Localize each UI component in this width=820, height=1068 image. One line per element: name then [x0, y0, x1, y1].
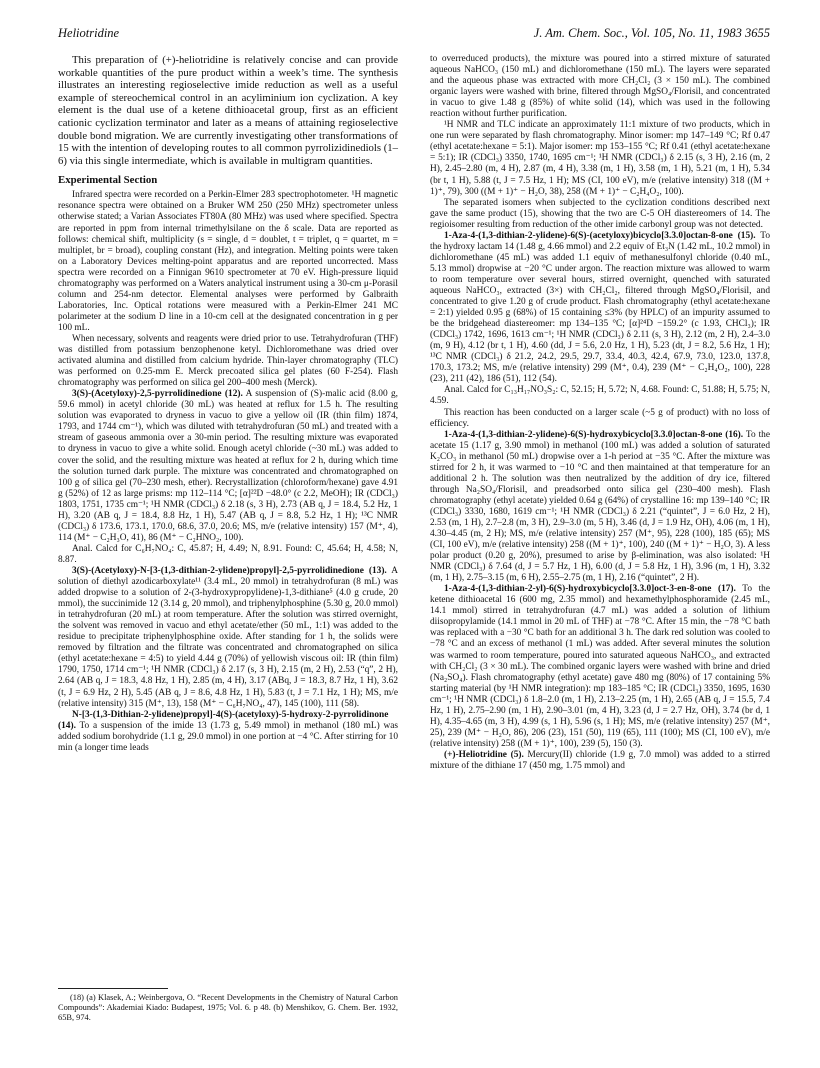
procedure-5 [430, 750, 770, 772]
procedure-13 [58, 566, 398, 710]
analysis-12: Anal. Calcd for C₆H₇NO₄: C, 45.87; H, 4.49; N, 8.91. Found: C, 45.64; H, 4.58; N, 8.87. [58, 543, 398, 565]
diastereomer-paragraph: The separated isomers when subjected to the cyclization conditions described next gave the same product (15), showing that the two are C-5 OH diastereomers of 14. The regioisomer resulting from reduction of the other imide carbonyl group was not detected. [430, 197, 770, 230]
procedure-13-text: A solution of diethyl azodicarboxylate¹¹ (3.4 mL, 20 mmol) in tetrahydrofuran (8 mL) was added dropwise to a solution of 2-(3-hydroxypropylidene)-1,3-dithiane⁵ (4.0 g crude, 20 mmol), the succinimide 12 (3.14 g, 20 mmol), and triphenylphosphine (5.30 g, 20.0 mmol) in tetrahydrofuran (20 mL) at room temperature. After the solution was stirred overnight, the solvent was removed in vacuo and ethyl acetate/ether (50 mL, 1:1) was added to the residue to precipitate triphenylphosphine oxide. After standing for 1 h, the solids were removed by filtration and the filtrate was concentrated and chromatographed on silica (ethyl acetate:hexane = 4:5) to yield 4.44 g (70%) of yellowish viscous oil: IR (thin film) 1790, 1750, 1714 cm⁻¹; ¹H NMR (CDCl₃) δ 2.17 (s, 3 H), 2.15 (m, 2 H), 2.53 (“q”, 2 H), 2.64 (AB q, J = 18.3, 4.8 Hz, 1 H), 2.85 (m, 4 H), 3.17 (ABq, J = 18.3, 8.7 Hz, 1 H), 3.62 (t, J = 6.9 Hz, 2 H), 5.45 (AB q, J = 8.6, 4.8 Hz, 1 H), 5.83 (t, J = 7.1 Hz, 1 H); MS, m/e (relative intensity) 315 (M⁺, 13), 158 (M⁺ − C₆H₇NO₄, 47), 145 (100), 111 (58). [58, 565, 398, 709]
section-title: Experimental Section [58, 174, 158, 187]
intro-paragraph: This preparation of (+)-heliotridine is relatively concise and can provide workable quantities of the pure product within a week’s time. The synthesis illustrates an interesting regioselective imide reduction as well as a useful example of stereochemical control in an acyliminium ion cyclization. A key element is the dual use of a ketene dithioacetal group, first as an efficient cationic cyclization terminator and later as a means of attaining regioselective double bond migration. We are currently investigating other transformations of 15 with the intention of developing routes to all common pyrrolizidinediols (1–6) via this single intermediate, which is available in multigram quantities. [58, 54, 398, 167]
scale-note-15: This reaction has been conducted on a larger scale (~5 g of product) with no loss of efficiency. [430, 407, 770, 429]
procedure-12-text: A suspension of (S)-malic acid (8.00 g, 59.6 mmol) in acetyl chloride (30 mL) was heated at reflux for 1.5 h. The resulting solution was evaporated to dryness in vacuo to give a yellow oil (IR (thin film) 1874, 1793, and 1744 cm⁻¹), which was diluted with tetrahydrofuran (50 mL) and treated with a stream of gaseous ammonia over a 30-min period. The resulting mixture was evaporated to dryness in vacuo to give a white solid. Enough acetyl chloride (~30 mL) was added to cover the solid, and the resulting mixture was heated at reflux for 2 h, during which time the solution turned dark purple. The mixture was concentrated and chromatographed on 100 g of silica gel (70–230 mesh, ether). Recrystallization (chloroform/hexane) gave 4.91 g (52%) of 12 as large prisms: mp 112–114 °C; [α]²²D −48.0° (c 2.2, MeOH); IR (CDCl₃) 1803, 1751, 1735 cm⁻¹; ¹H NMR (CDCl₃) δ 2.18 (s, 3 H), 2.73 (AB q, J = 18.4, 5.2 Hz, 1 H), 3.20 (AB q, J = 18.4, 8.8 Hz, 1 H), 5.47 (AB q, J = 8.8, 5.2 Hz, 1 H); ¹³C NMR (CDCl₃) δ 173.6, 173.1, 170.0, 68.6, 37.0, 20.6; MS, m/e (relative intensity) 157 (M⁺, 4), 114 (M⁺ − C₂H₃O, 41), 86 (M⁺ − C₂HNO₂, 100). [58, 389, 398, 543]
compound-17-heading: 1-Aza-4-(1,3-dithian-2-yl)-6(S)-hydroxybicyclo[3.3.0]oct-3-en-8-one (17). [444, 584, 736, 595]
compound-15-heading: 1-Aza-4-(1,3-dithian-2-ylidene)-6(S)-(acetyloxy)bicyclo[3.3.0]octan-8-one (15). [444, 230, 756, 241]
procedure-17 [430, 584, 770, 750]
procedure-15-text: To the hydroxy lactam 14 (1.48 g, 4.66 mmol) and 2.2 equiv of Et₃N (1.42 mL, 10.2 mmol) in dichloromethane (45 mL) was added 1.1 equiv of methanesulfonyl chloride (0.40 mL, 5.13 mmol) dropwise at −20 °C under argon. The reaction mixture was allowed to warm to room temperature over several hours, stirred overnight, quenched with saturated aqueous NaHCO₃, extracted (3×) with CH₂Cl₂, filtered through MgSO₄/Florisil, and concentrated to give 1.20 g of crude product. Flash chromatography (ethyl acetate:hexane = 2:1) yielded 0.95 g (68%) of 15 containing ≤3% (by HPLC) of an impurity assumed to be the bridgehead diastereomer: mp 134–135 °C; [α]²⁴D −159.2° (c 1.93, CHCl₃); IR (CDCl₃) 1742, 1696, 1613 cm⁻¹; ¹H NMR (CDCl₃) δ 2.11 (s, 3 H), 2.12 (m, 2 H), 2.4–3.0 (m, 9 H), 4.12 (br t, 1 H), 4.60 (dd, J = 5.6, 2.0 Hz, 1 H), 5.23 (dt, J = 8.2, 5.6 Hz, 1 H); ¹³C NMR (CDCl₃) δ 21.2, 24.2, 29.5, 29.7, 33.4, 40.3, 42.4, 67.9, 73.0, 123.0, 137.8, 170.3, 173.2; MS, m/e (relative intensity) 299 (M⁺, 0.4), 239 (M⁺ − C₂H₄O₂, 100), 228 (23), 211 (42), 186 (51), 112 (54). [430, 230, 770, 385]
footnotes [58, 988, 398, 1024]
procedure-5-text: Mercury(II) chloride (1.9 g, 7.0 mmol) was added to a stirred mixture of the dithiane 17 (450 mg, 1.75 mmol) and [430, 749, 770, 771]
procedure-16 [430, 430, 770, 585]
procedure-14 [58, 710, 398, 754]
compound-12-heading: 3(S)-(Acetyloxy)-2,5-pyrrolidinedione (12). [72, 389, 243, 400]
compound-5-heading: (+)-Heliotridine (5). [444, 749, 524, 760]
footnote-18: (18) (a) Klasek, A.; Weinbergova, O. “Recent Developments in the Chemistry of Natural Carbon Compounds”: Akademiai Kiado: Budapest, 1975; Vol. 6. p 48. (b) Menshikov, G. Chem. Ber. 1932, 65B, 974. [58, 993, 398, 1023]
procedure-12 [58, 389, 398, 544]
procedure-14-continued: to overreduced products), the mixture was poured into a stirred mixture of saturated aqueous NaHCO₃ (150 mL) and dichloromethane (150 mL). The layers were separated and the aqueous phase was extracted with more CH₂Cl₂ (3 × 150 mL). The combined organic layers were washed with brine, filtered through MgSO₄/Florisil, and concentrated in vacuo to give 1.48 g (85%) of white solid (14), which was used in the following reaction without further purification. [430, 54, 770, 120]
footnote-rule [58, 988, 168, 989]
intro-section [58, 54, 398, 167]
compound-13-heading: 3(S)-(Acetyloxy)-N-[3-(1,3-dithian-2-ylidene)propyl]-2,5-pyrrolidinedione (13). [72, 565, 387, 576]
running-header [58, 26, 770, 42]
left-column [58, 54, 398, 754]
general-methods-paragraph: Infrared spectra were recorded on a Perkin-Elmer 283 spectrophotometer. ¹H magnetic resonance spectra were obtained on a Bruker WM 250 (250 MHz) spectrometer unless otherwise stated; a Varian Associates FT80A (80 MHz) was used where specified. Spectra are reported in ppm from internal trimethylsilane on the δ scale. Data are reported as follows: chemical shift, multiplicity (s = single, d = doublet, t = triplet, q = quartet, m = multiplet, br = broad), coupling constant (Hz), and integration. Melting points were taken on a Laboratory Devices melting-point apparatus and are reported uncorrected. Mass spectra were recorded on a Finnigan 9610 spectrometer at 70 eV. High-pressure liquid chromatography was performed on a Waters analytical instrument using a 30-cm μ-Porasil column and 254-nm detector. Elemental analyses were performed by Galbraith Laboratories, Inc. Optical rotations were measured with a Perkin-Elmer 241 MC polarimeter at the sodium D line in a 10-cm cell at the designated concentration in g per 100 mL. [58, 190, 398, 333]
right-column [430, 54, 770, 772]
analysis-15: Anal. Calcd for C₁₃H₁₇NO₃S₂: C, 52.15; H, 5.72; N, 4.68. Found: C, 51.88; H, 5.75; N, 4.59. [430, 385, 770, 407]
running-title: Heliotridine [58, 26, 120, 40]
procedure-17-text: To the ketene dithioacetal 16 (600 mg, 2.35 mmol) and hexamethylphosphoramide (2.45 mL, 14.1 mmol) stirred in tetrahydrofuran (4.7 mL) was added a solution of lithium diisopropylamide (14.1 mmol in 20 mL of THF) at −78 °C. After 15 min, the −78 °C bath was replaced with a −30 °C bath for an additional 3 h. The dark red solution was cooled to −78 °C and an excess of methanol (1 mL) was added. After several minutes the solution was warmed to room temperature, poured into saturated aqueous NaHCO₃, and extracted with CH₂Cl₂ (3 × 30 mL). The combined organic layers were washed with brine and dried (Na₂SO₄). Flash chromatography (ethyl acetate) gave 480 mg (80%) of 17 containing 5% starting material (by ¹H NMR integration): mp 183–185 °C; IR (CDCl₃) 3350, 1695, 1630 cm⁻¹; ¹H NMR (CDCl₃) δ 1.8–2.0 (m, 1 H), 2.13–2.25 (m, 1 H), 2.65 (AB q, J = 15.5, 7.4 Hz, 1 H), 2.75–2.90 (m, 1 H), 2.90–3.01 (m, 4 H), 3.23 (d, J = 2.7 Hz, OH), 3.74 (br d, 1 H), 4.35–4.65 (m, 3 H), 4.99 (s, 1 H), 5.96 (s, 1 H); MS, m/e (relative intensity) 257 (M⁺, 25), 239 (M⁺ − H₂O, 86), 206 (23), 151 (50), 119 (65), 111 (100); MS (CI, 100 eV), m/e (relative intensity) 258 ((M + 1)⁺, 100), 239 (5), 150 (3). [430, 584, 770, 749]
journal-citation: J. Am. Chem. Soc., Vol. 105, No. 11, 1983 3655 [533, 26, 770, 40]
solvents-paragraph: When necessary, solvents and reagents were dried prior to use. Tetrahydrofuran (THF) was distilled from potassium benzophenone ketyl. Dichloromethane was dried over activated alumina and distilled from calcium hydride. Thin-layer chromatography (TLC) was performed on 0.25-mm E. Merck precoated silica gel plates (60 F-254). Flash chromatography was performed on silica gel 200–400 mesh (Merck). [58, 334, 398, 389]
compound-16-heading: 1-Aza-4-(1,3-dithian-2-ylidene)-6(S)-hydroxybicyclo[3.3.0]octan-8-one (16). [444, 429, 744, 440]
isomer-paragraph: ¹H NMR and TLC indicate an approximately 11:1 mixture of two products, which in one run were separated by flash chromatography. Minor isomer: mp 147–149 °C; Rf 0.47 (ethyl acetate:hexane = 5:1). Major isomer: mp 153–155 °C; Rf 0.41 (ethyl acetate:hexane = 5:1); IR (CDCl₃) 3350, 1740, 1695 cm⁻¹; ¹H NMR (CDCl₃) δ 2.15 (s, 3 H), 2.16 (m, 2 H), 2.45–2.80 (m, 4 H), 2.87 (m, 4 H), 3.38 (m, 1 H), 3.58 (m, 1 H), 5.21 (m, 1 H), 5.34 (br t, 1 H), 5.88 (t, J = 7.5 Hz, 1 H); MS (CI, 100 eV), m/e (relative intensity) 318 ((M + 1)⁺, 79), 300 ((M + 1)⁺ − H₂O, 38), 258 ((M + 1)⁺ − C₂H₄O₂, 100). [430, 120, 770, 197]
procedure-16-text: To the acetate 15 (1.17 g, 3.90 mmol) in methanol (100 mL) was added a solution of saturated K₂CO₃ in methanol (50 mL) dropwise over a 1-h period at −35 °C. After the mixture was stirred for 2 h, it was warmed to −10 °C and then maintained at that temperature for an additional 2 h. The solution was then neutralized by the addition of dry ice, filtered through Na₂SO₄/Florisil, and preadsorbed onto silica gel (230–400 mesh). Flash chromatography (ethyl acetate) yielded 0.64 g (64%) of crystalline 16: mp 139–140 °C; IR (CDCl₃) 3330, 1680, 1619 cm⁻¹; ¹H NMR (CDCl₃) δ 2.21 (“quintet”, J = 6.0 Hz, 2 H), 2.53 (m, 1 H), 2.7–2.8 (m, 3 H), 2.9–3.0 (m, 5 H), 3.46 (d, J = 1.9 Hz, OH), 4.06 (m, 1 H), 4.30–4.45 (m, 2 H); MS, m/e (relative intensity) 257 (M⁺, 95), 228 (100), 185 (65); MS (CI, 100 eV), m/e (relative intensity) 258 ((M + 1)⁺, 100), 240 ((M + 1)⁺ − H₂O, 3). A less polar product (0.20 g, 20%), presumed to arise by β-elimination, was also isolated: ¹H NMR (CDCl₃) δ 7.64 (d, J = 5.7 Hz, 1 H), 6.00 (d, J = 5.8 Hz, 1 H), 3.96 (m, 1 H), 3.32 (m, 1 H), 2.75–3.15 (m, 6 H), 2.55–2.75 (m, 1 H), 2.16 (“quintet”, 2 H). [430, 429, 770, 584]
compound-14-heading: N-[3-(1,3-Dithian-2-ylidene)propyl]-4(S)-(acetyloxy)-5-hydroxy-2-pyrrolidinone (14). [58, 709, 389, 731]
procedure-15 [430, 231, 770, 386]
procedure-14-text: To a suspension of the imide 13 (1.73 g, 5.49 mmol) in methanol (180 mL) was added sodium borohydride (1.1 g, 29.0 mmol) in one portion at −4 °C. After stirring for 10 min (a longer time leads [58, 720, 398, 753]
